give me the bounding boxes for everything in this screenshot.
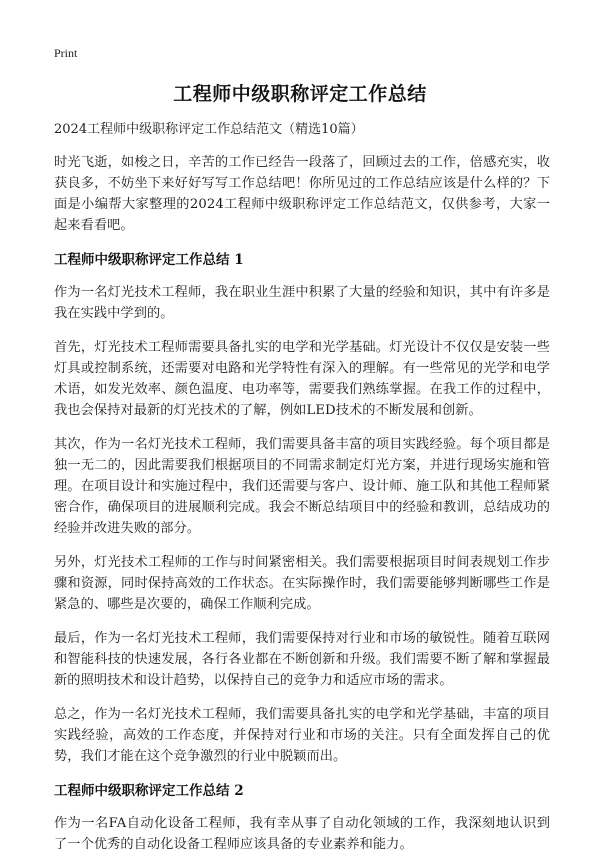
- section-paragraph: 另外，灯光技术工程师的工作与时间紧密相关。我们需要根据项目时间表规划工作步骤和资源，同时保持高效的工作状态。在实际操作时，我们需要能够判断哪些工作是紧急的、哪些是次要的，确保工作顺利完成。: [54, 555, 550, 612]
- section-heading: 工程师中级职称评定工作总结 2: [54, 783, 244, 799]
- document-body: [54, 120, 550, 868]
- section-paragraph: 其次，作为一名灯光技术工程师，我们需要具备丰富的项目实践经验。每个项目都是独一无二的，因此需要我们根据项目的不同需求制定灯光方案，并进行现场实施和管理。在项目设计和实施过程中，我们还需要与客户、设计师、施工队和其他工程师紧密合作，确保项目的进展顺利完成。我会不断总结项目中的经验和教训，总结成功的经验并改进失败的部分。: [54, 437, 550, 536]
- section-paragraph: 作为一名FA自动化设备工程师，我有幸从事了自动化领域的工作，我深刻地认识到了一个优秀的自动化设备工程师应该具备的专业素养和能力。: [54, 816, 550, 852]
- page-title: 工程师中级职称评定工作总结: [173, 83, 427, 105]
- section-paragraph: 首先，灯光技术工程师需要具备扎实的电学和光学基础。灯光设计不仅仅是安装一些灯具或控制系统，还需要对电路和光学特性有深入的理解。有一些常见的光学和电学术语，如发光效率、颜色温度、电功率等，需要我们熟练掌握。在我工作的过程中，我也会保持对最新的灯光技术的了解，例如LED技术的不断发展和创新。: [54, 340, 550, 418]
- section-paragraph: 总之，作为一名灯光技术工程师，我们需要具备扎实的电学和光学基础，丰富的项目实践经验，高效的工作态度，并保持对行业和市场的关注。只有全面发挥自己的优势，我们才能在这个竞争激烈的行业中脱颖而出。: [54, 707, 550, 764]
- section-paragraph: 最后，作为一名灯光技术工程师，我们需要保持对行业和市场的敏锐性。随着互联网和智能科技的快速发展，各行各业都在不断创新和升级。我们需要不断了解和掌握最新的照明技术和设计趋势，以保持自己的竞争力和适应市场的需求。: [54, 631, 550, 688]
- document-subtitle: 2024工程师中级职称评定工作总结范文（精选10篇）: [54, 122, 364, 137]
- print-link[interactable]: Print: [54, 46, 78, 60]
- section-heading: 工程师中级职称评定工作总结 1: [54, 252, 244, 268]
- intro-paragraph: 时光飞逝，如梭之日，辛苦的工作已经告一段落了，回顾过去的工作，倍感充实，收获良多，不妨坐下来好好写写工作总结吧！你所见过的工作总结应该是什么样的？下面是小编帮大家整理的2024工程师中级职称评定工作总结范文，仅供参考，大家一起来看看吧。: [54, 155, 550, 233]
- section-paragraph: 作为一名灯光技术工程师，我在职业生涯中积累了大量的经验和知识，其中有许多是我在实践中学到的。: [54, 285, 550, 321]
